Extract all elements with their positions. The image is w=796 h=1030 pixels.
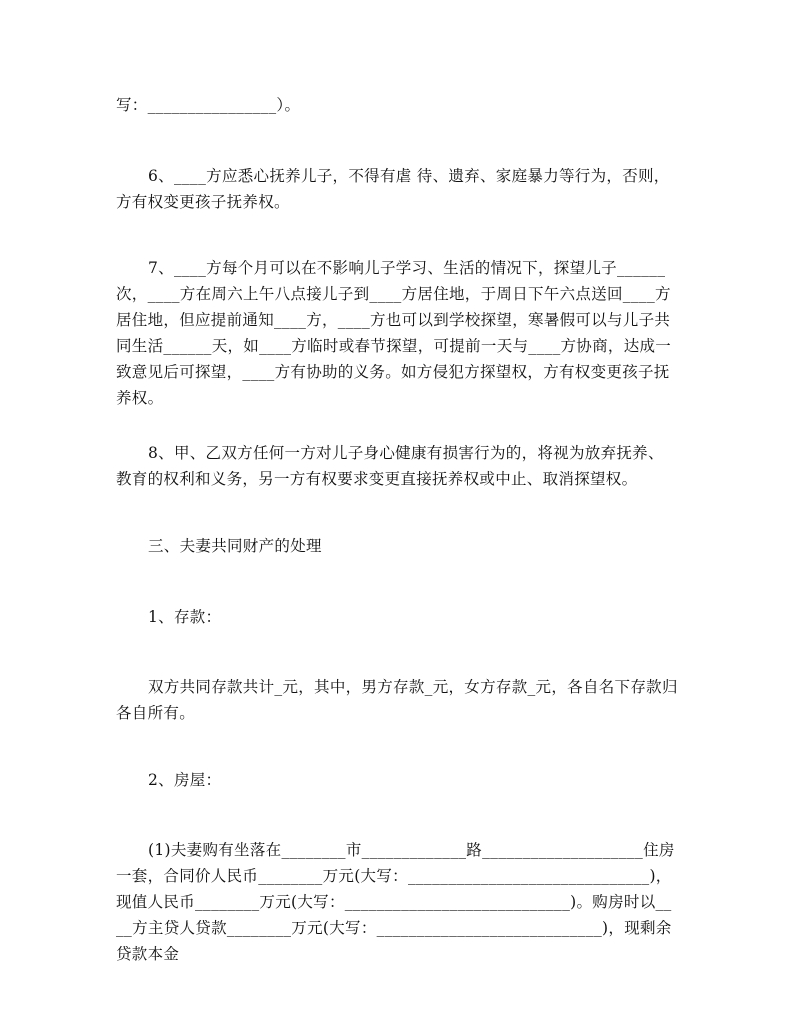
item-2-heading: 2、房屋： — [148, 771, 222, 789]
house-paragraph: (1)夫妻购有坐落在________市_____________路____________________住房一套，合同价人民币________万元(大写：______________________________)，现值人民币________万元(大写：____________________________)。购房时以____方主贷人贷款________万元(大写：____________________________)，现剩余贷款本金 — [116, 841, 675, 963]
item-1-heading: 1、存款： — [148, 608, 222, 626]
clause-8: 8、甲、乙双方任何一方对儿子身心健康有损害行为的，将视为放弃抚养、教育的权利和义务，另一方有权要求变更直接抚养权或中止、取消探望权。 — [116, 444, 664, 488]
clause-6: 6、____方应悉心抚养儿子，不得有虐 待、遗弃、家庭暴力等行为，否则，方有权变更孩子抚养权。 — [116, 167, 670, 211]
deposit-paragraph: 双方共同存款共计_元，其中，男方存款_元，女方存款_元，各自名下存款归各自所有。 — [116, 678, 678, 722]
capital-amount-line: 写：________________）。 — [116, 96, 301, 114]
section-3-heading: 三、夫妻共同财产的处理 — [148, 537, 322, 555]
clause-7: 7、____方每个月可以在不影响儿子学习、生活的情况下，探望儿子______次，____方在周六上午八点接儿子到____方居住地，于周日下午六点送回____方居住地，但应提前通知____方，____方也可以到学校探望，寒暑假可以与儿子共同生活______天，如____方临时或春节探望，可提前一天与____方协商，达成一致意见后可探望，____方有协助的义务。如方侵犯方探望权，方有权变更孩子抚养权。 — [116, 259, 672, 407]
